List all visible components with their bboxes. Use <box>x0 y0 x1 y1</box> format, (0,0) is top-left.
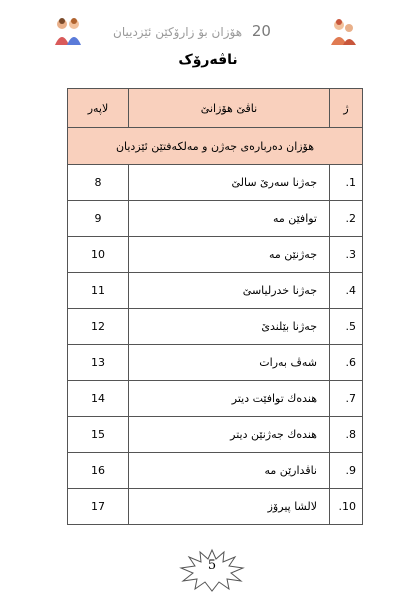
page-number: 16 <box>68 453 129 489</box>
table-row <box>68 453 363 489</box>
page-number: 12 <box>68 309 129 345</box>
poem-title: هندەك توافێت دیتر <box>129 381 330 417</box>
table-row <box>68 417 363 453</box>
poem-title: جەژنا بێلندێ <box>129 309 330 345</box>
poem-title: لالشا پیرۆز <box>129 489 330 525</box>
table-row <box>68 489 363 525</box>
header-page-number: 20 <box>251 22 271 40</box>
table-row <box>68 381 363 417</box>
table-row <box>68 165 363 201</box>
column-header-page: لاپەر <box>68 89 129 128</box>
page-number: 13 <box>68 345 129 381</box>
page-number: 17 <box>68 489 129 525</box>
poem-title: ناڤدارێن مه <box>129 453 330 489</box>
footer-page-number: 5 <box>207 558 217 573</box>
children-ornament-icon <box>327 17 359 47</box>
poem-title: جەژنێن مه <box>129 237 330 273</box>
contents-table <box>67 88 363 525</box>
table-row <box>68 345 363 381</box>
row-number: 3. <box>330 237 363 273</box>
poem-title: شەڤ بەرات <box>129 345 330 381</box>
poem-title: جەژنا خدرلیاسێ <box>129 273 330 309</box>
page-number: 14 <box>68 381 129 417</box>
row-number: 9. <box>330 453 363 489</box>
row-number: 2. <box>330 201 363 237</box>
row-number: 4. <box>330 273 363 309</box>
poem-title: توافێن مه <box>129 201 330 237</box>
section-row <box>68 128 363 165</box>
page-number: 10 <box>68 237 129 273</box>
column-header-name: ناڤێ هۆزانێ <box>129 89 330 128</box>
section-title: هۆزان دەربارەی جەژن و مەلکەفتێن ئێزدیان <box>68 128 363 165</box>
row-number: 6. <box>330 345 363 381</box>
page-number: 8 <box>68 165 129 201</box>
row-number: 1. <box>330 165 363 201</box>
running-header <box>52 22 332 44</box>
table-row <box>68 201 363 237</box>
row-number: 5. <box>330 309 363 345</box>
children-ornament-icon <box>52 17 84 47</box>
column-header-number: ژ <box>330 89 363 128</box>
row-number: 10. <box>330 489 363 525</box>
page-number: 9 <box>68 201 129 237</box>
row-number: 7. <box>330 381 363 417</box>
poem-title: هندەك جەژنێن دیتر <box>129 417 330 453</box>
table-header-row <box>68 89 363 128</box>
page-title: ناڤەرۆک <box>178 52 238 68</box>
table-row <box>68 309 363 345</box>
poem-title: جەژنا سەرێ سالێ <box>129 165 330 201</box>
table-row <box>68 237 363 273</box>
row-number: 8. <box>330 417 363 453</box>
header-title: هۆزان بۆ زارۆکێن ئێزدییان <box>113 25 243 39</box>
page-number: 15 <box>68 417 129 453</box>
page-number: 11 <box>68 273 129 309</box>
table-row <box>68 273 363 309</box>
